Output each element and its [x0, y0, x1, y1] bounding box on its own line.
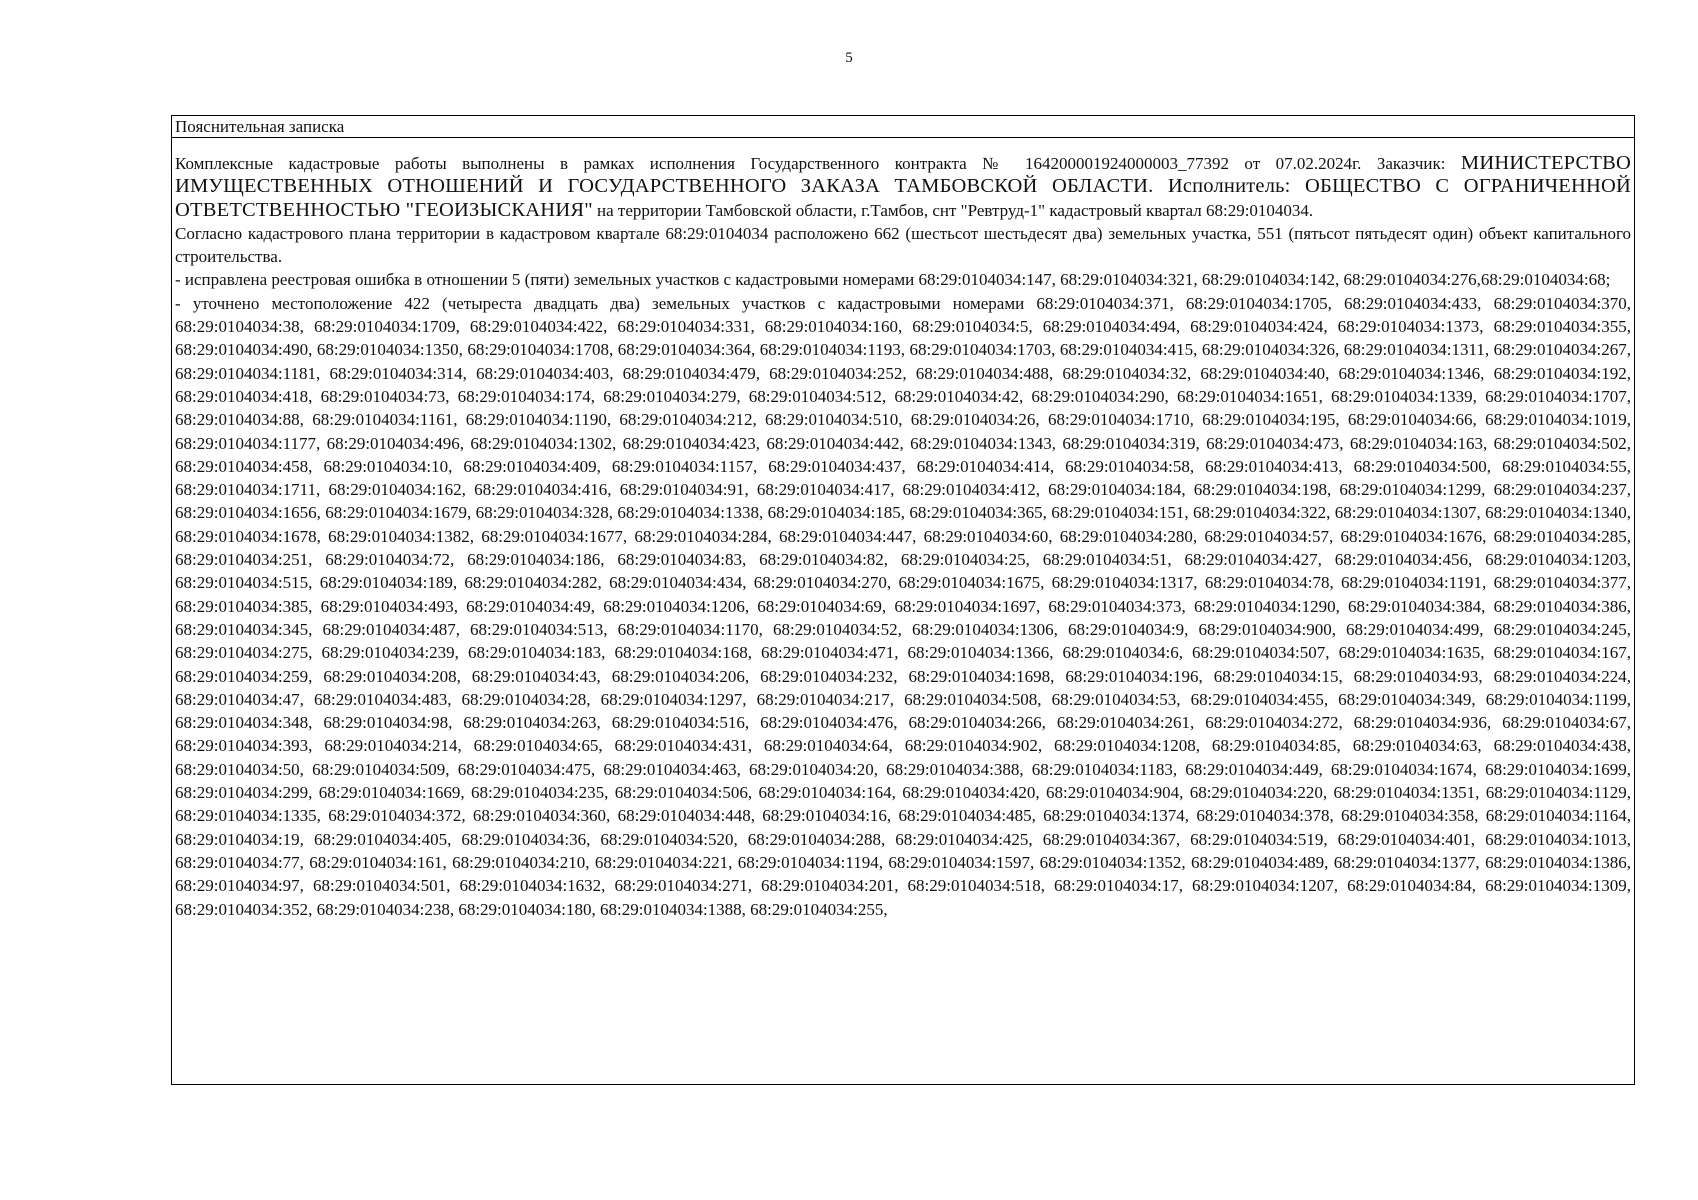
cadastral-number-list: 68:29:0104034:370, 68:29:0104034:38, 68:29:0104034:1709, 68:29:0104034:422, 68:29:0104034:331, 68:29:0104034:160, 68:29:0104034:5, 68:29:0104034:494, 68:29:0104034:424, 68:29:0104034:1373, 68:29:0104034:355, 68:29:0104034:490, 68:29:0104034:1350, 68:29:0104034:1708, 68:29:0104034:364, 68:29:0104034:1193, 68:29:0104034:1703, 68:29:0104034:415, 68:29:0104034:326, 68:29:0104034:1311, 68:29:0104034:267, 68:29:0104034:1181, 68:29:0104034:314, 68:29:0104034:403, 68:29:0104034:479, 68:29:0104034:252, 68:29:0104034:488, 68:29:0104034:32, 68:29:0104034:40, 68:29:0104034:1346, 68:29:0104034:192, 68:29:0104034:418, 68:29:0104034:73, 68:29:0104034:174, 68:29:0104034:279, 68:29:0104034:512, 68:29:0104034:42, 68:29:0104034:290, 68:29:0104034:1651, 68:29:0104034:1339, 68:29:0104034:1707, 68:29:0104034:88, 68:29:0104034:1161, 68:29:0104034:1190, 68:29:0104034:212, 68:29:0104034:510, 68:29:0104034:26, 68:29:0104034:1710, 68:29:0104034:195, 68:29:0104034:66, 68:29:0104034:1019, 68:29:0104034:1177, 68:29:0104034:496, 68:29:0104034:1302, 68:29:0104034:423, 68:29:0104034:442, 68:29:0104034:1343, 68:29:0104034:319, 68:29:0104034:473, 68:29:0104034:163, 68:29:0104034:502, 68:29:0104034:458, 68:29:0104034:10, 68:29:0104034:409, 68:29:0104034:1157, 68:29:0104034:437, 68:29:0104034:414, 68:29:0104034:58, 68:29:0104034:413, 68:29:0104034:500, 68:29:0104034:55, 68:29:0104034:1711, 68:29:0104034:162, 68:29:0104034:416, 68:29:0104034:91, 68:29:0104034:417, 68:29:0104034:412, 68:29:0104034:184, 68:29:0104034:198, 68:29:0104034:1299, 68:29:0104034:237, 68:29:0104034:1656, 68:29:0104034:1679, 68:29:0104034:328, 68:29:0104034:1338, 68:29:0104034:185, 68:29:0104034:365, 68:29:0104034:151, 68:29:0104034:322, 68:29:0104034:1307, 68:29:0104034:1340, 68:29:0104034:1678, 68:29:0104034:1382, 68:29:0104034:1677, 68:29:0104034:284, 68:29:0104034:447, 68:29:0104034:60, 68:29:0104034:280, 68:29:0104034:57, 68:29:0104034:1676, 68:29:0104034:285, 68:29:0104034:251, 68:29:0104034:72, 68:29:0104034:186, 68:29:0104034:83, 68:29:0104034:82, 68:29:0104034:25, 68:29:0104034:51, 68:29:0104034:427, 68:29:0104034:456, 68:29:0104034:1203, 68:29:0104034:515, 68:29:0104034:189, 68:29:0104034:282, 68:29:0104034:434, 68:29:0104034:270, 68:29:0104034:1675, 68:29:0104034:1317, 68:29:0104034:78, 68:29:0104034:1191, 68:29:0104034:377, 68:29:0104034:385, 68:29:0104034:493, 68:29:0104034:49, 68:29:0104034:1206, 68:29:0104034:69, 68:29:0104034:1697, 68:29:0104034:373, 68:29:0104034:1290, 68:29:0104034:384, 68:29:0104034:386, 68:29:0104034:345, 68:29:0104034:487, 68:29:0104034:513, 68:29:0104034:1170, 68:29:0104034:52, 68:29:0104034:1306, 68:29:0104034:9, 68:29:0104034:900, 68:29:0104034:499, 68:29:0104034:245, 68:29:0104034:275, 68:29:0104034:239, 68:29:0104034:183, 68:29:0104034:168, 68:29:0104034:471, 68:29:0104034:1366, 68:29:0104034:6, 68:29:0104034:507, 68:29:0104034:1635, 68:29:0104034:167, 68:29:0104034:259, 68:29:0104034:208, 68:29:0104034:43, 68:29:0104034:206, 68:29:0104034:232, 68:29:0104034:1698, 68:29:0104034:196, 68:29:0104034:15, 68:29:0104034:93, 68:29:0104034:224, 68:29:0104034:47, 68:29:0104034:483, 68:29:0104034:28, 68:29:0104034:1297, 68:29:0104034:217, 68:29:0104034:508, 68:29:0104034:53, 68:29:0104034:455, 68:29:0104034:349, 68:29:0104034:1199, 68:29:0104034:348, 68:29:0104034:98, 68:29:0104034:263, 68:29:0104034:516, 68:29:0104034:476, 68:29:0104034:266, 68:29:0104034:261, 68:29:0104034:272, 68:29:0104034:936, 68:29:0104034:67, 68:29:0104034:393, 68:29:0104034:214, 68:29:0104034:65, 68:29:0104034:431, 68:29:0104034:64, 68:29:0104034:902, 68:29:0104034:1208, 68:29:0104034:85, 68:29:0104034:63, 68:29:0104034:438, 68:29:0104034:50, 68:29:0104034:509, 68:29:0104034:475, 68:29:0104034:463, 68:29:0104034:20, 68:29:0104034:388, 68:29:0104034:1183, 68:29:0104034:449, 68:29:0104034:1674, 68:29:0104034:1699, 68:29:0104034:299, 68:29:0104034:1669, 68:29:0104034:235, 68:29:0104034:506, 68:29:0104034:164, 68:29:0104034:420, 68:29:0104034:904, 68:29:0104034:220, 68:29:0104034:1351, 68:29:0104034:1129, 68:29:0104034:1335, 68:29:0104034:372, 68:29:0104034:360, 68:29:0104034:448, 68:29:0104034:16, 68:29:0104034:485, 68:29:0104034:1374, 68:29:0104034:378, 68:29:0104034:358, 68:29:0104034:1164, 68:29:0104034:19, 68:29:0104034:405, 68:29:0104034:36, 68:29:0104034:520, 68:29:0104034:288, 68:29:0104034:425, 68:29:0104034:367, 68:29:0104034:519, 68:29:0104034:401, 68:29:0104034:1013, 68:29:0104034:77, 68:29:0104034:161, 68:29:0104034:210, 68:29:0104034:221, 68:29:0104034:1194, 68:29:0104034:1597, 68:29:0104034:1352, 68:29:0104034:489, 68:29:0104034:1377, 68:29:0104034:1386, 68:29:0104034:97, 68:29:0104034:501, 68:29:0104034:1632, 68:29:0104034:271, 68:29:0104034:201, 68:29:0104034:518, 68:29:0104034:17, 68:29:0104034:1207, 68:29:0104034:84, 68:29:0104034:1309, 68:29:0104034:352, 68:29:0104034:238, 68:29:0104034:180, 68:29:0104034:1388, 68:29:0104034:255, — [175, 293, 1631, 919]
note-title: Пояснительная записка — [172, 116, 1634, 138]
intro-paragraph — [175, 152, 1631, 222]
plan-summary-paragraph: Согласно кадастрового плана территории в кадастровом квартале 68:29:0104034 расположено 662 (шестьсот шестьдесят два) земельных участка, 551 (пятьсот пятьдесят один) объект капитального строительства. — [175, 223, 1631, 267]
note-body — [172, 138, 1634, 921]
customer-name: МИНИСТЕРСТВО ИМУЩЕСТВЕННЫХ ОТНОШЕНИЙ И ГОСУДАРСТВЕННОГО ЗАКАЗА ТАМБОВСКОЙ ОБЛАСТИ — [175, 152, 1631, 198]
location-refined-intro: - уточнено местоположение 422 (четыреста двадцать два) земельных участков с кадастровыми номерами 68:29:0104034:371, 68:29:0104034:1705, 68:29:0104034:433, — [175, 293, 1494, 313]
executor-name: ОБЩЕСТВО С ОГРАНИЧЕННОЙ ОТВЕТСТВЕННОСТЬЮ "ГЕОИЗЫСКАНИЯ" — [175, 175, 1631, 221]
executor-label: . Исполнитель: — [1148, 175, 1305, 198]
page-number: 5 — [845, 50, 853, 66]
territory-text: на территории Тамбовской области, г.Тамбов, снт "Ревтруд-1" кадастровый квартал 68:29:0104034. — [592, 200, 1314, 220]
explanatory-note — [171, 115, 1635, 1085]
contract-text: Комплексные кадастровые работы выполнены в рамках исполнения Государственного контракта № 164200001924000003_77392 от 07.02.2024г. Заказчик: — [175, 154, 1461, 173]
registry-error-paragraph: - исправлена реестровая ошибка в отношении 5 (пяти) земельных участков с кадастровыми номерами 68:29:0104034:147, 68:29:0104034:321, 68:29:0104034:142, 68:29:0104034:276,68:29:0104034:68; — [175, 270, 1611, 290]
location-refined-paragraph — [175, 292, 1631, 921]
